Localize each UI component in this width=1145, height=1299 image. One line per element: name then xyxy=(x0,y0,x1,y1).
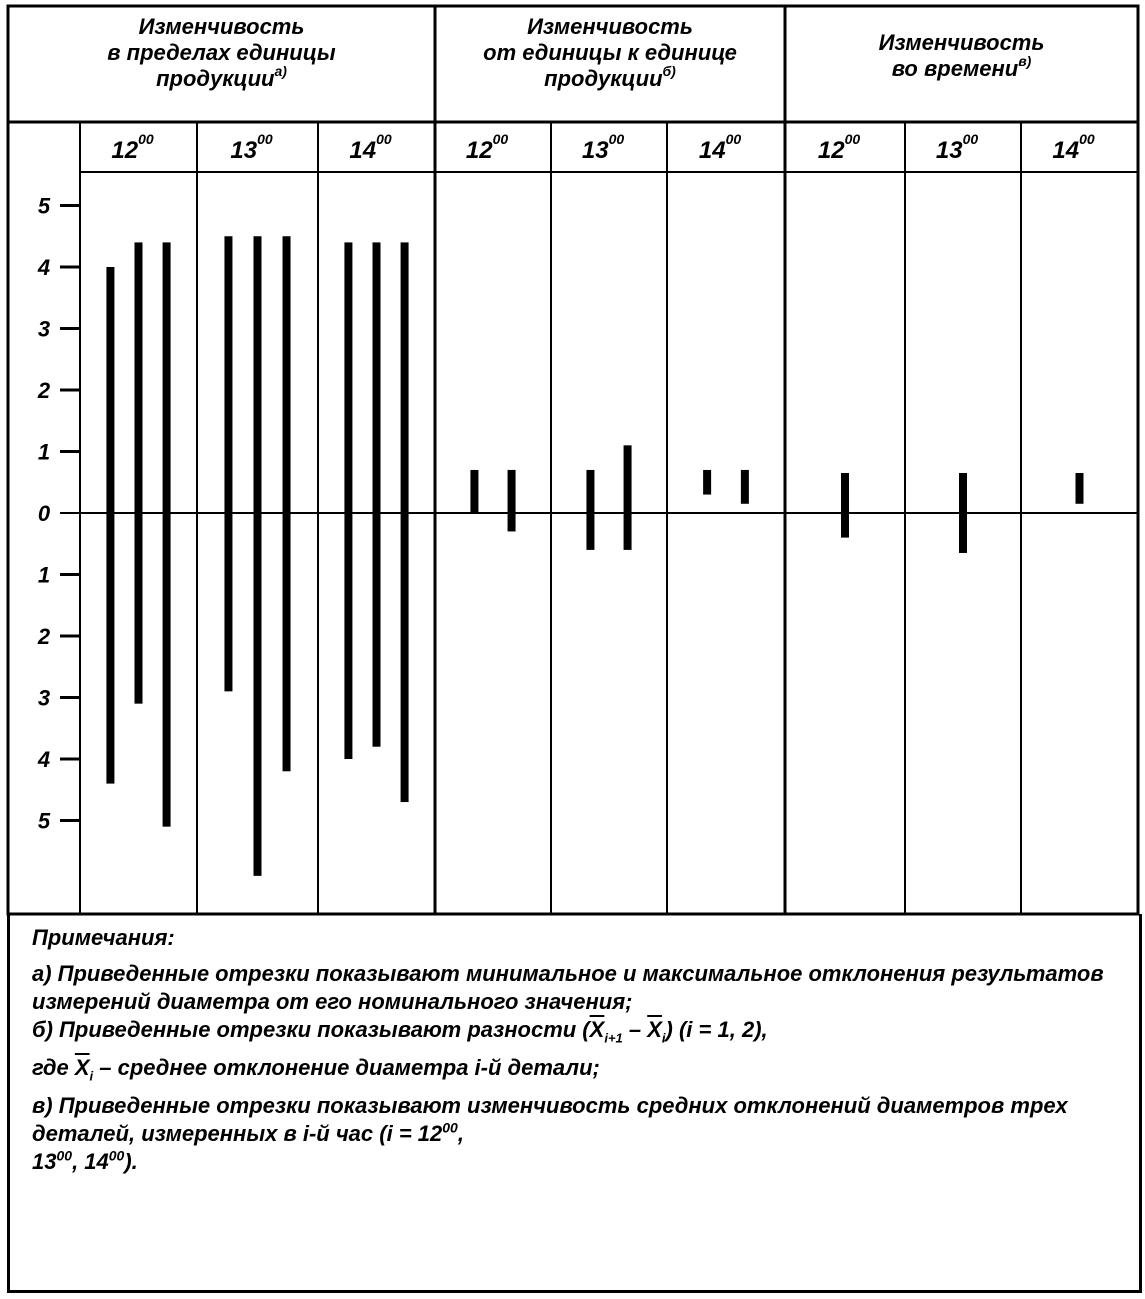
y-tick-label: 2 xyxy=(37,624,51,649)
y-tick-label: 3 xyxy=(37,685,51,711)
hour-label: $13^{00}$ xyxy=(581,131,625,164)
note-c-mid1: , xyxy=(457,1121,464,1146)
group-title-line: Изменчивость xyxy=(527,14,693,39)
group-title-line: Изменчивость xyxy=(878,30,1045,55)
range-bar xyxy=(373,242,381,746)
note-c-sup3: 00 xyxy=(108,1147,125,1164)
note-c-sup1: 00 xyxy=(442,1119,458,1136)
range-bar xyxy=(106,267,114,784)
hour-superscript: 00 xyxy=(257,131,273,147)
note-c-h2: 13 xyxy=(32,1149,57,1174)
y-tick-label: 5 xyxy=(37,808,51,834)
note-b-x1: $\overline{X}$ xyxy=(589,1017,605,1042)
note-b-sub1: i+1 xyxy=(604,1030,623,1046)
hour-label: $13^{00}$ xyxy=(230,131,273,164)
hour-superscript: 00 xyxy=(376,131,392,147)
group-title-line: во времени$^{в)}$ xyxy=(891,53,1032,81)
range-bar xyxy=(163,242,171,826)
outer-border-lower xyxy=(7,914,1142,1293)
notes-title: Примечания: xyxy=(32,925,175,950)
range-bar xyxy=(624,445,632,550)
y-tick-label: 2 xyxy=(37,378,51,403)
note-b2-sub: i xyxy=(89,1068,94,1084)
note-b-sub2: i xyxy=(661,1030,666,1046)
y-tick-label: 4 xyxy=(37,747,51,772)
range-bar xyxy=(224,236,232,691)
group-title-line: продукции$^{а)}$ xyxy=(156,63,287,91)
note-b-minus: – xyxy=(622,1017,648,1042)
hour-superscript: 00 xyxy=(608,131,625,147)
note-c-sup2: 00 xyxy=(56,1147,73,1164)
range-bar xyxy=(841,473,849,538)
hour-label: $14^{00}$ xyxy=(349,131,392,164)
note-c-text: в) Приведенные отрезки показывают изменчивость средних отклонений диаметров трех деталей, измеренных в i-й час (i = 12 xyxy=(32,1093,1068,1146)
y-tick-label: 4 xyxy=(37,255,51,280)
note-a: а) Приведенные отрезки показывают минимальное и максимальное отклонения результатов измерений диаметра от его номинального значения; xyxy=(32,961,1104,1014)
y-tick-label: 0 xyxy=(37,501,51,526)
hour-label: $14^{00}$ xyxy=(698,131,742,164)
group-footnote: а) xyxy=(274,63,287,79)
group-title-line: от единицы к единице xyxy=(483,40,737,65)
hour-superscript: 00 xyxy=(138,131,154,147)
range-bar xyxy=(741,470,749,504)
note-b-prefix: б) Приведенные отрезки показывают разности ( xyxy=(32,1017,590,1042)
y-tick-label: 3 xyxy=(37,316,51,342)
range-bar xyxy=(703,470,711,495)
hour-label: $12^{00}$ xyxy=(817,131,861,164)
range-bar xyxy=(254,236,262,876)
hour-label: $12^{00}$ xyxy=(465,131,509,164)
range-bar xyxy=(401,242,409,802)
group-title-line: Изменчивость xyxy=(138,14,305,39)
hour-superscript: 00 xyxy=(844,131,861,147)
note-b2-prefix: где xyxy=(32,1055,75,1080)
range-bar xyxy=(283,236,291,771)
note-b2-x: $\overline{X}$ xyxy=(74,1055,90,1080)
group-title-line: в пределах единицы xyxy=(107,40,336,65)
range-bar xyxy=(135,242,143,703)
hour-label: $14^{00}$ xyxy=(1052,131,1095,164)
y-tick-label: 1 xyxy=(37,562,51,588)
hour-label: $13^{00}$ xyxy=(935,131,979,164)
group-footnote: в) xyxy=(1018,53,1032,69)
note-b-x2: $\overline{X}$ xyxy=(647,1017,662,1042)
hour-superscript: 00 xyxy=(725,131,742,147)
range-bar xyxy=(344,242,352,759)
range-bar xyxy=(470,470,478,513)
y-tick-label: 5 xyxy=(37,193,51,219)
group-footnote: б) xyxy=(662,63,676,79)
range-bars xyxy=(106,236,1083,876)
hour-superscript: 00 xyxy=(1079,131,1095,147)
header-group-titles xyxy=(107,14,1044,91)
hour-labels xyxy=(111,131,1094,164)
hour-superscript: 00 xyxy=(492,131,509,147)
range-bar xyxy=(586,470,594,550)
range-bar xyxy=(959,473,967,553)
note-b2-suffix: – среднее отклонение диаметра i-й детали; xyxy=(93,1055,600,1080)
y-tick-label: 1 xyxy=(37,439,51,465)
note-c-mid2: , 14 xyxy=(72,1149,109,1174)
hour-label: $12^{00}$ xyxy=(111,131,154,164)
range-bar xyxy=(508,470,516,532)
hour-superscript: 00 xyxy=(962,131,979,147)
note-c-end: ). xyxy=(124,1149,138,1174)
range-bar xyxy=(1076,473,1084,504)
note-b-suffix: ) (i = 1, 2), xyxy=(665,1017,768,1042)
group-title-line: продукции$^{б)}$ xyxy=(544,63,676,91)
